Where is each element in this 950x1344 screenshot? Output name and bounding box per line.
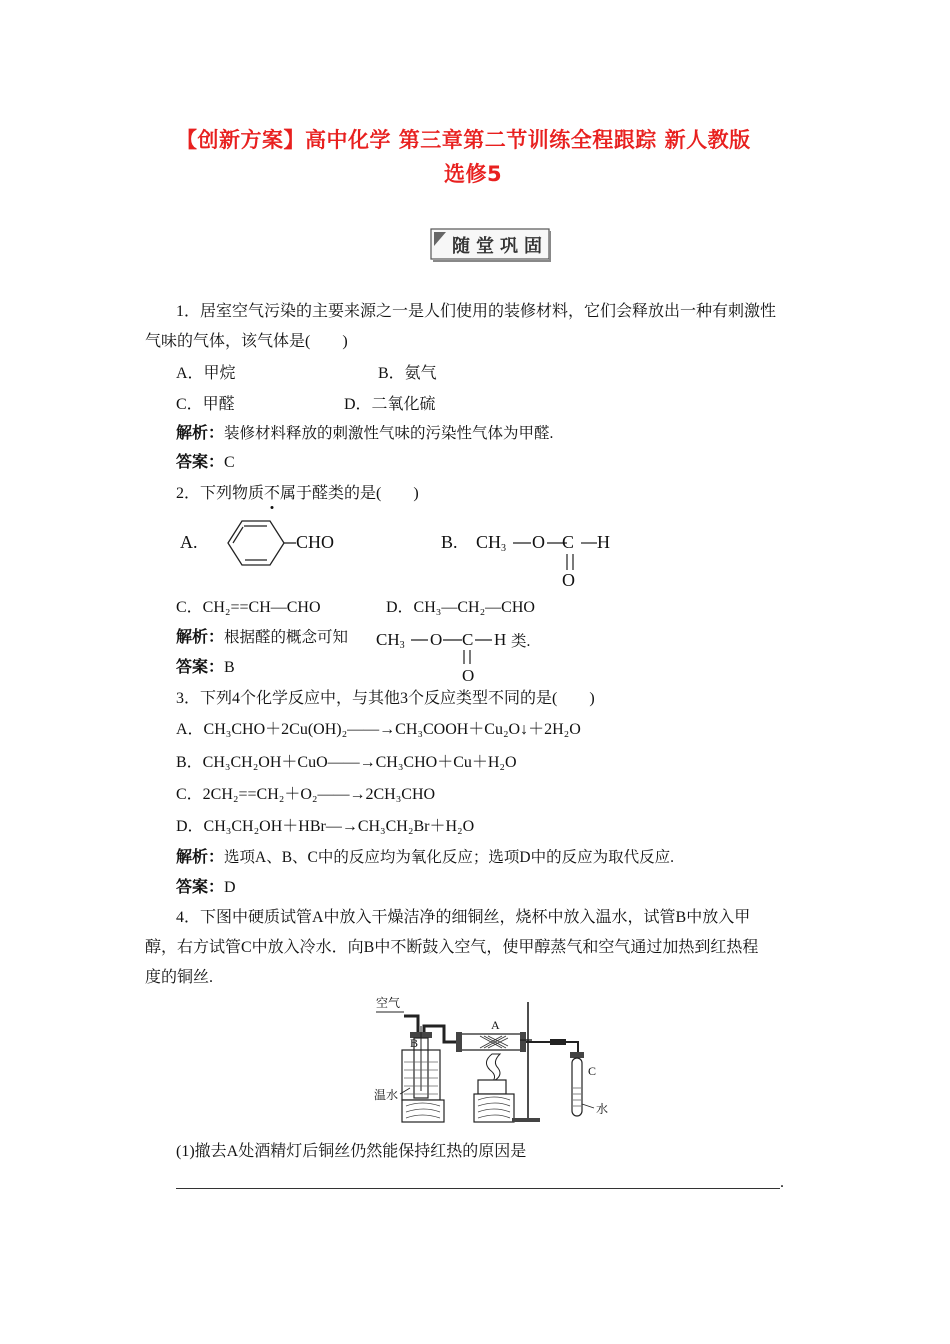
q3-option-c: C．2CH₂==CH₂＋O₂——→2CH₃CHO bbox=[176, 786, 436, 803]
benzene-ring-icon bbox=[214, 516, 296, 570]
q3-answer-label: 答案： bbox=[176, 879, 225, 896]
q4-sub1-blank bbox=[176, 1188, 780, 1189]
q4-stem-line2: 醇，右方试管C中放入冷水．向B中不断鼓入空气，使甲醇蒸气和空气通过加热到红热程 bbox=[145, 939, 759, 956]
badge-label: 随堂巩固 bbox=[452, 236, 548, 257]
q1-answer bbox=[176, 453, 235, 473]
q3-analysis-label: 解析： bbox=[176, 849, 225, 866]
apparatus-diagram bbox=[372, 996, 622, 1126]
q3-stem: 3．下列4个化学反应中，与其他3个反应类型不同的是( ) bbox=[176, 690, 595, 707]
q1-analysis bbox=[176, 424, 553, 444]
q3-option-a: A．CH₃CHO＋2Cu(OH)₂——→CH₃COOH＋Cu₂O↓＋2H₂O bbox=[176, 721, 581, 738]
analysis-formula-o: O bbox=[430, 630, 443, 649]
q2-option-a-label: A. bbox=[180, 532, 198, 552]
page-title: 【创新方案】高中化学 第三章第二节训练全程跟踪 新人教版 bbox=[176, 128, 751, 152]
q1-analysis-label: 解析： bbox=[176, 425, 225, 442]
q3-analysis bbox=[176, 848, 674, 868]
q2-answer-label: 答案： bbox=[176, 659, 225, 676]
q1-option-c: C．甲醛 bbox=[176, 396, 235, 413]
analysis-formula-double-o: O bbox=[462, 666, 475, 685]
q2-stem-pre: 2．下列物质 bbox=[176, 485, 265, 502]
q2-analysis-tail: 类. bbox=[511, 633, 531, 650]
q3-analysis-text: 选项A、B、C中的反应均为氧化反应；选项D中的反应为取代反应. bbox=[224, 849, 674, 866]
q3-option-d: D．CH₃CH₂OH＋HBr―→CH₃CH₂Br＋H₂O bbox=[176, 818, 475, 835]
formula-h: H bbox=[597, 532, 610, 552]
q3-answer-value: D bbox=[224, 879, 236, 896]
page-subtitle: 选修5 bbox=[444, 162, 503, 186]
q2-stem-post: 属于醛类的是( ) bbox=[280, 485, 419, 502]
q4-stem-line3: 度的铜丝. bbox=[145, 969, 214, 986]
formula-ch3-sub: 3 bbox=[501, 543, 507, 554]
figure-label-water: 水 bbox=[596, 1102, 609, 1116]
figure-label-c: C bbox=[588, 1064, 597, 1078]
q1-option-d: D．二氧化硫 bbox=[344, 396, 436, 413]
formula-ch3: CH bbox=[476, 532, 502, 552]
q2-stem bbox=[176, 484, 419, 504]
analysis-formula-ch3: CH bbox=[376, 630, 400, 649]
formula-double-o: O bbox=[562, 570, 575, 590]
q2-option-d: D．CH₃—CH₂—CHO bbox=[386, 599, 535, 616]
q2-answer-value: B bbox=[224, 659, 235, 676]
q1-stem-line2: 气味的气体，该气体是( ) bbox=[145, 333, 348, 350]
analysis-formula-ch3-sub: 3 bbox=[399, 640, 405, 651]
q1-option-b: B．氨气 bbox=[378, 365, 437, 382]
q2-stem-emphasis: 不 bbox=[264, 485, 281, 502]
formula-c: C bbox=[562, 532, 575, 552]
q4-sub1-end: . bbox=[780, 1174, 784, 1191]
figure-label-b: B bbox=[410, 1036, 419, 1050]
q1-option-a: A．甲烷 bbox=[176, 365, 236, 382]
q2-option-a-group: CHO bbox=[296, 532, 335, 552]
q1-stem-line1: 1．居室空气污染的主要来源之一是人们使用的装修材料，它们会释放出一种有刺激性 bbox=[176, 303, 777, 320]
q3-answer bbox=[176, 878, 236, 898]
q1-answer-label: 答案： bbox=[176, 454, 225, 471]
figure-label-a: A bbox=[491, 1018, 500, 1032]
q2-analysis-label: 解析： bbox=[176, 629, 225, 646]
q2-analysis-text: 根据醛的概念可知 bbox=[224, 629, 349, 646]
analysis-formula-h: H bbox=[494, 630, 507, 649]
q1-analysis-text: 装修材料释放的刺激性气味的污染性气体为甲醛. bbox=[224, 425, 554, 442]
q2-option-c: C．CH₂==CH—CHO bbox=[176, 599, 321, 616]
q1-answer-value: C bbox=[224, 454, 235, 471]
figure-label-air: 空气 bbox=[376, 996, 401, 1010]
q2-analysis bbox=[176, 628, 348, 648]
q2-formula-b bbox=[476, 532, 506, 553]
analysis-formula-c: C bbox=[462, 630, 474, 649]
figure-label-warm-water: 温水 bbox=[374, 1088, 399, 1102]
analysis-formula bbox=[376, 630, 405, 650]
formula-o: O bbox=[532, 532, 545, 552]
q4-stem-line1: 4．下图中硬质试管A中放入干燥洁净的细铜丝，烧杯中放入温水，试管B中放入甲 bbox=[176, 909, 751, 926]
q2-option-b-label: B. bbox=[441, 532, 458, 552]
q2-answer bbox=[176, 658, 235, 678]
q3-option-b: B．CH₃CH₂OH＋CuO——→CH₃CHO＋Cu＋H₂O bbox=[176, 754, 517, 771]
q4-sub1: (1)撤去A处酒精灯后铜丝仍然能保持红热的原因是 bbox=[176, 1143, 527, 1160]
section-badge bbox=[430, 228, 552, 262]
